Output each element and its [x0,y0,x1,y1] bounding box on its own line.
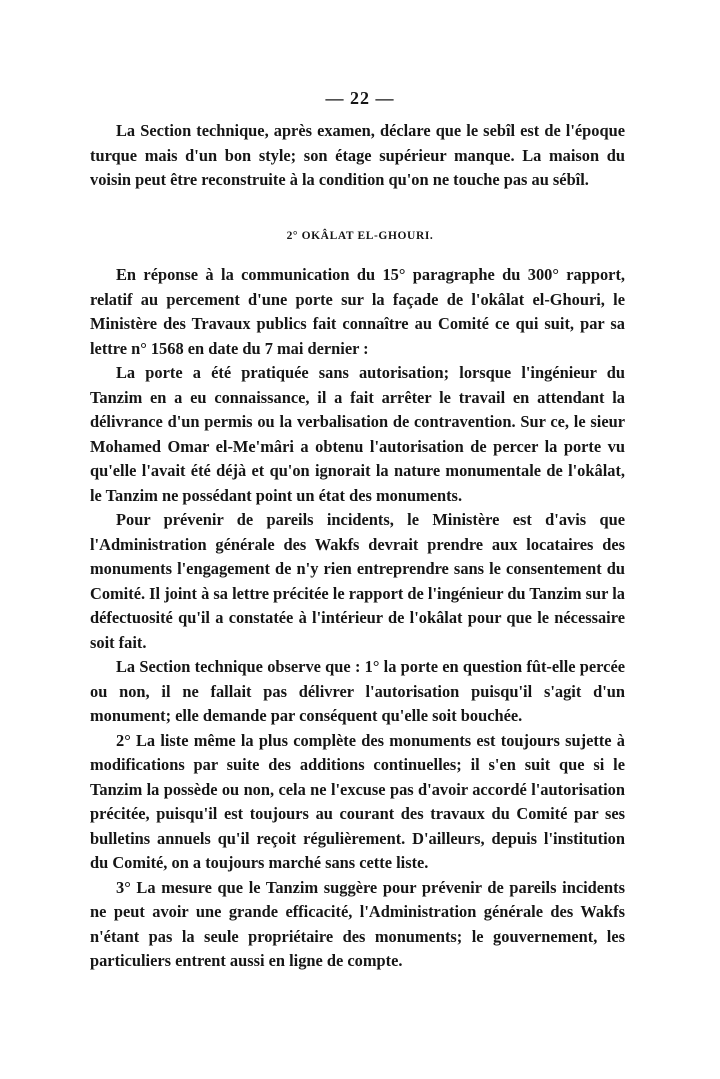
paragraph: La Section technique, après examen, déclare que le sebîl est de l'époque turque mais d'un bon style; son étage supérieur manque. La maison du voisin peut être reconstruite à la condition qu'on ne touche pas au sébîl. [90,121,625,189]
paragraph: La Section technique observe que : 1° la porte en question fût-elle percée ou non, il ne fallait pas délivrer l'autorisation puisqu'il s'agit d'un monument; elle demande par conséquent qu'elle soit bouchée. [90,657,625,725]
paragraph: Pour prévenir de pareils incidents, le Ministère est d'avis que l'Administration générale des Wakfs devrait prendre aux locataires des monuments l'engagement de n'y rien entreprendre sans le consentement du Comité. Il joint à sa lettre précitée le rapport de l'ingénieur du Tanzim sur la défectuosité qu'il a constatée à l'intérieur de l'okâlat pour que le nécessaire soit fait. [90,510,625,652]
paragraph: En réponse à la communication du 15° paragraphe du 300° rapport, relatif au percement d'une porte sur la façade de l'okâlat el-Ghouri, le Ministère des Travaux publics fait connaître au Comité ce qui suit, par sa lettre n° 1568 en date du 7 mai dernier : [90,265,625,358]
section-1-text [90,119,625,193]
paragraph: 3° La mesure que le Tanzim suggère pour prévenir de pareils incidents ne peut avoir une grande efficacité, l'Administration générale des Wakfs n'étant pas la seule propriétaire des monuments; le gouvernement, les particuliers entrent aussi en ligne de compte. [90,877,625,970]
page-number: — 22 — [325,88,395,108]
section-2-text [90,263,625,974]
section-heading: 2° OKÂLAT EL-GHOURI. [286,230,434,242]
paragraph: La porte a été pratiquée sans autorisation; lorsque l'ingénieur du Tanzim en a eu connaissance, il a fait arrêter le travail en attendant la délivrance d'un permis ou la verbalisation de contravention. Sur ce, le sieur Mohamed Omar el-Me'mâri a obtenu l'autorisation de percer la porte vu qu'elle l'avait été déjà et qu'on ignorait la nature monumentale de l'okâlat, le Tanzim ne possédant point un état des monuments. [90,363,625,505]
paragraph: 2° La liste même la plus complète des monuments est toujours sujette à modifications par suite des additions continuelles; il s'en suit que si le Tanzim la possède ou non, cela ne l'excuse pas d'avoir accordé l'autorisation précitée, puisqu'il est toujours au courant des travaux du Comité par ses bulletins annuels qu'il reçoit régulièrement. D'ailleurs, depuis l'institution du Comité, on a toujours marché sans cette liste. [90,730,625,872]
